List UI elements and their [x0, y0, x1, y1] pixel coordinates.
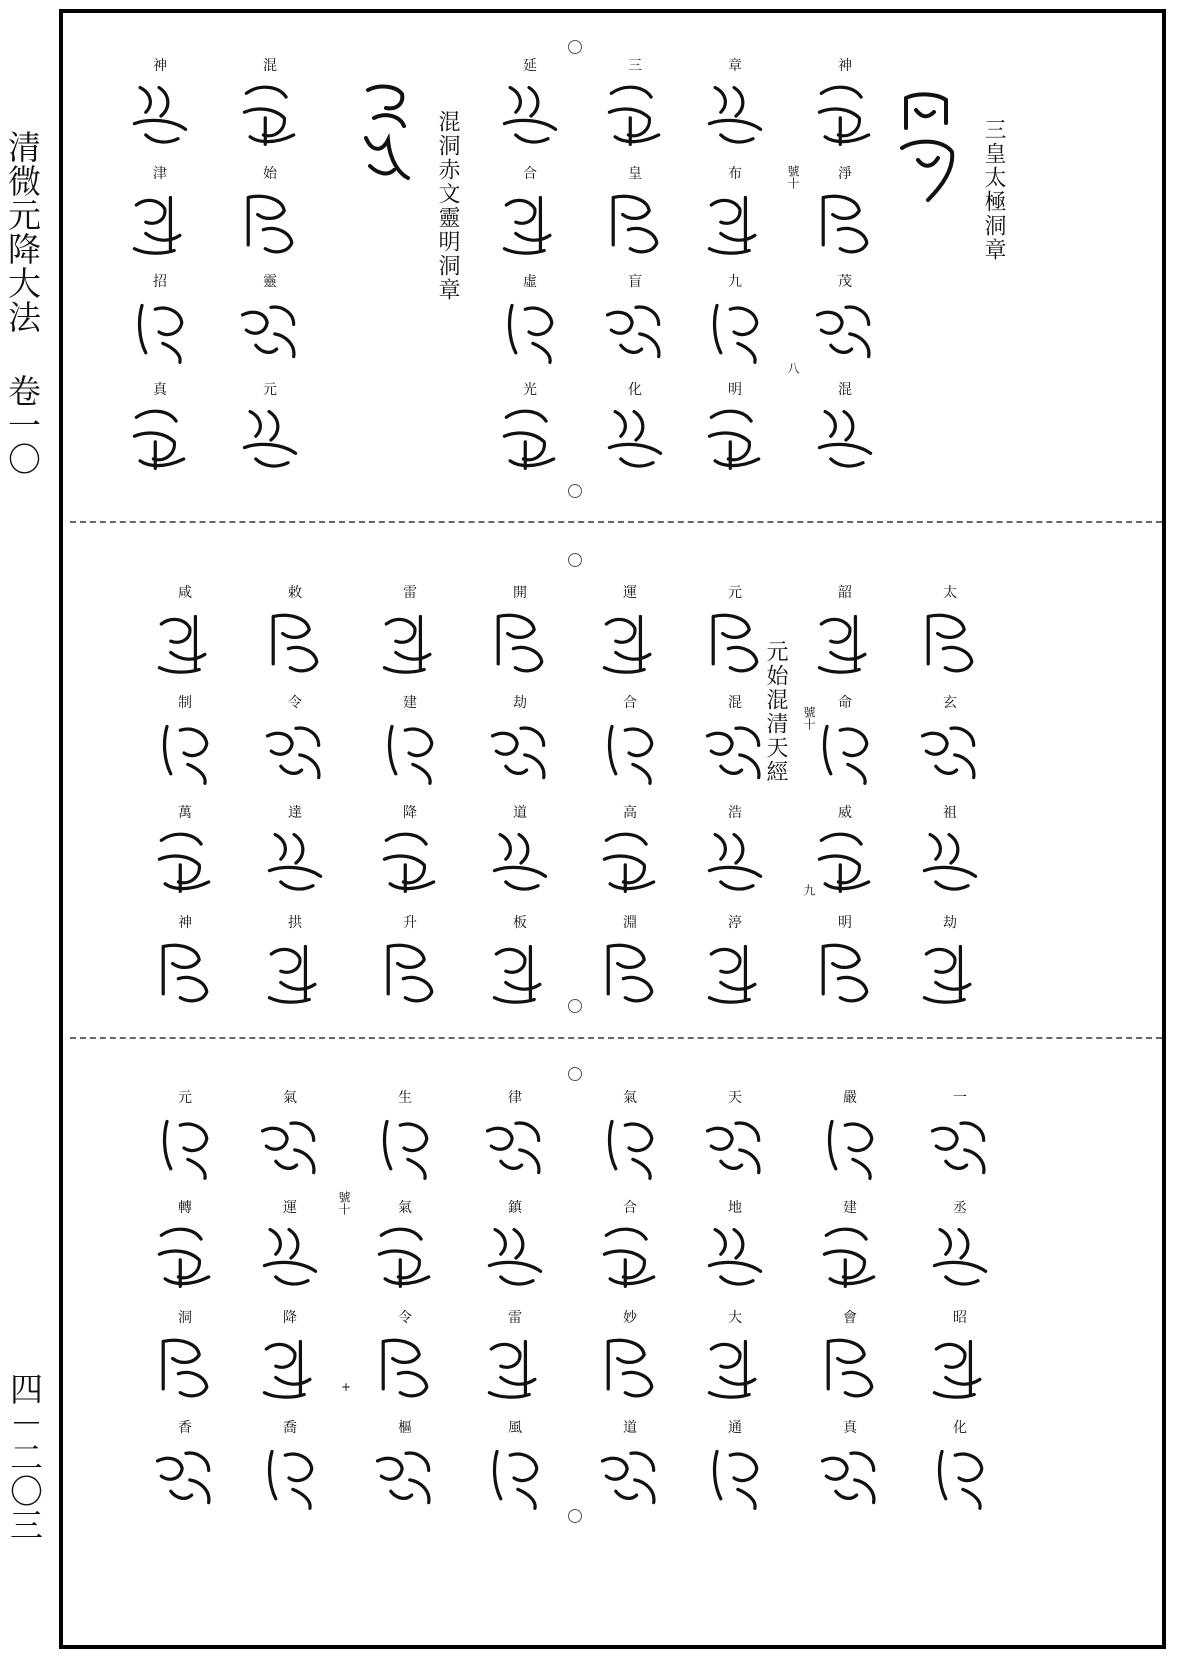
reading-label: 嚴	[843, 1090, 857, 1106]
seal-glyph	[923, 1332, 997, 1404]
seal-glyph-cell	[575, 695, 685, 815]
seal-glyph	[593, 827, 667, 899]
seal-glyph-cell	[460, 1420, 570, 1540]
seal-glyph	[593, 1112, 667, 1184]
seal-glyph	[808, 404, 882, 476]
seal-glyph-cell	[790, 585, 900, 705]
seal-glyph-cell	[580, 166, 690, 286]
seal-glyph-cell	[895, 585, 1005, 705]
reading-label: 降	[283, 1310, 297, 1326]
seal-glyph	[253, 1332, 327, 1404]
seal-glyph-cell	[105, 274, 215, 394]
seal-glyph-cell	[790, 166, 900, 286]
seal-glyph	[478, 1442, 552, 1514]
seal-glyph	[233, 296, 307, 368]
annotation-marker: 九	[802, 884, 816, 896]
seal-glyph	[373, 717, 447, 789]
seal-glyph-cell	[895, 805, 1005, 925]
seal-glyph-cell	[350, 1420, 460, 1540]
seal-glyph-cell	[680, 695, 790, 815]
reading-label: 盲	[628, 274, 642, 290]
seal-glyph	[123, 80, 197, 152]
reading-label: 雷	[508, 1310, 522, 1326]
seal-glyph-cell	[240, 695, 350, 815]
reading-label: 丞	[953, 1200, 967, 1216]
seal-glyph-cell	[905, 1420, 1015, 1540]
seal-glyph	[123, 404, 197, 476]
seal-glyph-cell	[475, 274, 585, 394]
seal-glyph-cell	[680, 805, 790, 925]
seal-glyph	[368, 1442, 442, 1514]
reading-label: 高	[623, 805, 637, 821]
seal-glyph	[258, 937, 332, 1009]
seal-glyph-cell	[575, 1310, 685, 1430]
seal-glyph	[373, 607, 447, 679]
seal-glyph	[593, 607, 667, 679]
reading-label: 元	[178, 1090, 192, 1106]
seal-glyph-cell	[240, 585, 350, 705]
seal-glyph-cell	[235, 1090, 345, 1210]
seal-glyph	[368, 1332, 442, 1404]
reading-label: 元	[263, 382, 277, 398]
seal-glyph-cell	[680, 1420, 790, 1540]
seal-glyph	[593, 937, 667, 1009]
seal-glyph-cell	[235, 1420, 345, 1540]
seal-glyph	[808, 188, 882, 260]
seal-glyph-cell	[235, 1310, 345, 1430]
seal-glyph	[698, 1222, 772, 1294]
seal-glyph	[808, 717, 882, 789]
section-divider	[70, 1037, 1162, 1039]
reading-label: 混	[838, 382, 852, 398]
seal-glyph-cell	[795, 1420, 905, 1540]
seal-glyph	[148, 937, 222, 1009]
reading-label: 一	[953, 1090, 967, 1106]
binding-mark	[568, 40, 582, 54]
reading-label: 轉	[178, 1200, 192, 1216]
seal-glyph	[913, 937, 987, 1009]
reading-label: 雷	[403, 585, 417, 601]
seal-glyph	[813, 1332, 887, 1404]
reading-label: 拱	[288, 915, 302, 931]
reading-label: 會	[843, 1310, 857, 1326]
reading-label: 合	[623, 1200, 637, 1216]
seal-glyph-cell	[240, 915, 350, 1035]
seal-glyph	[253, 1222, 327, 1294]
seal-glyph	[808, 296, 882, 368]
reading-label: 神	[838, 58, 852, 74]
section-title: 混洞赤文靈明洞章	[435, 110, 460, 302]
seal-glyph-cell	[475, 166, 585, 286]
seal-glyph-cell	[475, 382, 585, 502]
reading-label: 命	[838, 695, 852, 711]
seal-glyph	[493, 404, 567, 476]
reading-label: 建	[403, 695, 417, 711]
seal-glyph	[478, 1222, 552, 1294]
seal-glyph	[123, 296, 197, 368]
reading-label: 虛	[523, 274, 537, 290]
reading-label: 升	[403, 915, 417, 931]
reading-label: 光	[523, 382, 537, 398]
seal-glyph-cell	[475, 58, 585, 178]
seal-glyph-cell	[895, 695, 1005, 815]
annotation-marker: +	[339, 1380, 353, 1394]
seal-glyph	[923, 1222, 997, 1294]
binding-mark	[568, 553, 582, 567]
seal-glyph	[923, 1112, 997, 1184]
seal-glyph	[923, 1442, 997, 1514]
reading-label: 令	[288, 695, 302, 711]
reading-label: 天	[728, 1090, 742, 1106]
reading-label: 地	[728, 1200, 742, 1216]
reading-label: 劫	[513, 695, 527, 711]
seal-glyph	[808, 827, 882, 899]
seal-glyph	[808, 80, 882, 152]
seal-glyph-cell	[680, 166, 790, 286]
reading-label: 降	[403, 805, 417, 821]
reading-label: 浩	[728, 805, 742, 821]
seal-glyph-cell	[575, 585, 685, 705]
reading-label: 神	[153, 58, 167, 74]
seal-glyph-cell	[795, 1090, 905, 1210]
reading-label: 渟	[728, 915, 742, 931]
seal-glyph-cell	[790, 382, 900, 502]
seal-glyph-cell	[350, 1200, 460, 1320]
seal-glyph-cell	[680, 58, 790, 178]
seal-glyph-cell	[575, 1200, 685, 1320]
seal-glyph-cell	[350, 1090, 460, 1210]
seal-glyph-cell	[460, 1090, 570, 1210]
annotation-note: 號十	[786, 165, 800, 189]
reading-label: 令	[398, 1310, 412, 1326]
seal-glyph	[493, 80, 567, 152]
reading-label: 混	[263, 58, 277, 74]
seal-glyph	[598, 80, 672, 152]
reading-label: 生	[398, 1090, 412, 1106]
seal-glyph-cell	[680, 585, 790, 705]
seal-glyph-cell	[215, 382, 325, 502]
reading-label: 劫	[943, 915, 957, 931]
seal-glyph	[258, 827, 332, 899]
reading-label: 始	[263, 166, 277, 182]
seal-glyph-cell	[350, 1310, 460, 1430]
seal-glyph	[483, 937, 557, 1009]
seal-glyph-cell	[790, 695, 900, 815]
seal-glyph	[233, 404, 307, 476]
section-title: 元始混清天經	[763, 640, 788, 784]
annotation-marker: 八	[786, 362, 800, 374]
reading-label: 威	[838, 805, 852, 821]
reading-label: 氣	[398, 1200, 412, 1216]
reading-label: 達	[288, 805, 302, 821]
seal-glyph	[698, 296, 772, 368]
seal-glyph	[698, 827, 772, 899]
reading-label: 化	[628, 382, 642, 398]
seal-glyph	[483, 717, 557, 789]
seal-glyph-cell	[575, 805, 685, 925]
seal-glyph-cell	[130, 695, 240, 815]
reading-label: 玄	[943, 695, 957, 711]
section-title: 三皇太極洞章	[981, 118, 1006, 262]
seal-glyph-cell	[215, 274, 325, 394]
reading-label: 太	[943, 585, 957, 601]
seal-glyph-cell	[575, 1420, 685, 1540]
seal-glyph-cell	[355, 915, 465, 1035]
seal-glyph-cell	[460, 1200, 570, 1320]
reading-label: 祖	[943, 805, 957, 821]
binding-mark	[568, 1067, 582, 1081]
seal-glyph	[258, 607, 332, 679]
seal-glyph	[478, 1332, 552, 1404]
seal-glyph-cell	[355, 585, 465, 705]
reading-label: 淵	[623, 915, 637, 931]
reading-label: 板	[513, 915, 527, 931]
seal-glyph-cell	[130, 1090, 240, 1210]
seal-glyph-cell	[460, 1310, 570, 1430]
seal-glyph	[253, 1442, 327, 1514]
reading-label: 道	[623, 1420, 637, 1436]
large-seal-glyph	[360, 82, 412, 192]
reading-label: 三	[628, 58, 642, 74]
seal-glyph-cell	[105, 166, 215, 286]
reading-label: 明	[728, 382, 742, 398]
reading-label: 通	[728, 1420, 742, 1436]
reading-label: 咸	[178, 585, 192, 601]
seal-glyph	[593, 717, 667, 789]
seal-glyph	[368, 1112, 442, 1184]
seal-glyph	[698, 80, 772, 152]
reading-label: 章	[728, 58, 742, 74]
seal-glyph-cell	[105, 382, 215, 502]
seal-glyph	[478, 1112, 552, 1184]
seal-glyph-cell	[795, 1200, 905, 1320]
reading-label: 皇	[628, 166, 642, 182]
reading-label: 鎮	[508, 1200, 522, 1216]
reading-label: 律	[508, 1090, 522, 1106]
seal-glyph	[593, 1222, 667, 1294]
seal-glyph-cell	[580, 274, 690, 394]
reading-label: 制	[178, 695, 192, 711]
seal-glyph-cell	[680, 915, 790, 1035]
seal-glyph	[148, 607, 222, 679]
reading-label: 明	[838, 915, 852, 931]
annotation-note: 號十	[802, 706, 816, 730]
seal-glyph	[148, 717, 222, 789]
seal-glyph-cell	[465, 915, 575, 1035]
reading-label: 元	[728, 585, 742, 601]
seal-glyph	[598, 404, 672, 476]
seal-glyph	[373, 937, 447, 1009]
seal-glyph	[698, 1442, 772, 1514]
reading-label: 運	[623, 585, 637, 601]
seal-glyph-cell	[680, 1090, 790, 1210]
seal-glyph-cell	[895, 915, 1005, 1035]
seal-glyph	[698, 1112, 772, 1184]
seal-glyph	[813, 1222, 887, 1294]
reading-label: 混	[728, 695, 742, 711]
reading-label: 喬	[283, 1420, 297, 1436]
reading-label: 合	[623, 695, 637, 711]
seal-glyph	[698, 1332, 772, 1404]
seal-glyph-cell	[790, 915, 900, 1035]
seal-glyph-cell	[130, 1310, 240, 1430]
seal-glyph	[493, 188, 567, 260]
reading-label: 風	[508, 1420, 522, 1436]
seal-glyph	[813, 1442, 887, 1514]
seal-glyph	[373, 827, 447, 899]
seal-glyph-cell	[130, 915, 240, 1035]
reading-label: 萬	[178, 805, 192, 821]
seal-glyph	[493, 296, 567, 368]
reading-label: 布	[728, 166, 742, 182]
seal-glyph-cell	[215, 58, 325, 178]
reading-label: 氣	[623, 1090, 637, 1106]
seal-glyph-cell	[905, 1200, 1015, 1320]
seal-glyph	[483, 607, 557, 679]
large-seal-glyph	[898, 88, 956, 213]
reading-label: 樞	[398, 1420, 412, 1436]
reading-label: 真	[843, 1420, 857, 1436]
seal-glyph	[148, 1332, 222, 1404]
seal-glyph	[598, 296, 672, 368]
reading-label: 真	[153, 382, 167, 398]
seal-glyph-cell	[130, 1420, 240, 1540]
seal-glyph-cell	[790, 805, 900, 925]
reading-label: 招	[153, 274, 167, 290]
reading-label: 延	[523, 58, 537, 74]
seal-glyph-cell	[795, 1310, 905, 1430]
seal-glyph	[698, 937, 772, 1009]
seal-glyph	[233, 188, 307, 260]
seal-glyph-cell	[105, 58, 215, 178]
reading-label: 靈	[263, 274, 277, 290]
reading-label: 淨	[838, 166, 852, 182]
seal-glyph-cell	[215, 166, 325, 286]
seal-glyph-cell	[680, 274, 790, 394]
seal-glyph-cell	[465, 805, 575, 925]
annotation-note: 號十	[337, 1191, 351, 1215]
reading-label: 氣	[283, 1090, 297, 1106]
reading-label: 茂	[838, 274, 852, 290]
reading-label: 道	[513, 805, 527, 821]
section-divider	[70, 521, 1162, 523]
seal-glyph-cell	[905, 1090, 1015, 1210]
seal-glyph-cell	[130, 585, 240, 705]
reading-label: 香	[178, 1420, 192, 1436]
seal-glyph-cell	[580, 58, 690, 178]
seal-glyph	[913, 717, 987, 789]
reading-label: 運	[283, 1200, 297, 1216]
page-number: 四－二〇三	[5, 1372, 44, 1542]
seal-glyph	[698, 188, 772, 260]
seal-glyph-cell	[680, 1310, 790, 1430]
seal-glyph	[148, 1112, 222, 1184]
seal-glyph	[148, 1442, 222, 1514]
seal-glyph-cell	[355, 805, 465, 925]
reading-label: 妙	[623, 1310, 637, 1326]
seal-glyph-cell	[790, 58, 900, 178]
seal-glyph-cell	[790, 274, 900, 394]
seal-glyph	[233, 80, 307, 152]
seal-glyph	[253, 1112, 327, 1184]
seal-glyph-cell	[680, 382, 790, 502]
seal-glyph-cell	[235, 1200, 345, 1320]
seal-glyph	[368, 1222, 442, 1294]
seal-glyph	[698, 404, 772, 476]
book-title: 清微元降大法 卷一〇	[3, 130, 42, 476]
reading-label: 九	[728, 274, 742, 290]
seal-glyph	[698, 607, 772, 679]
seal-glyph-cell	[465, 585, 575, 705]
seal-glyph	[593, 1442, 667, 1514]
seal-glyph-cell	[130, 1200, 240, 1320]
reading-label: 化	[953, 1420, 967, 1436]
reading-label: 開	[513, 585, 527, 601]
seal-glyph	[808, 937, 882, 1009]
seal-glyph	[148, 1222, 222, 1294]
seal-glyph	[813, 1112, 887, 1184]
reading-label: 昭	[953, 1310, 967, 1326]
seal-glyph-cell	[130, 805, 240, 925]
seal-glyph	[698, 717, 772, 789]
reading-label: 津	[153, 166, 167, 182]
seal-glyph	[913, 607, 987, 679]
reading-label: 韶	[838, 585, 852, 601]
seal-glyph	[123, 188, 197, 260]
seal-glyph	[148, 827, 222, 899]
seal-glyph	[593, 1332, 667, 1404]
seal-glyph-cell	[240, 805, 350, 925]
seal-glyph	[483, 827, 557, 899]
seal-glyph-cell	[465, 695, 575, 815]
seal-glyph	[258, 717, 332, 789]
reading-label: 敕	[288, 585, 302, 601]
seal-glyph-cell	[355, 695, 465, 815]
reading-label: 神	[178, 915, 192, 931]
seal-glyph	[598, 188, 672, 260]
seal-glyph-cell	[905, 1310, 1015, 1430]
seal-glyph-cell	[575, 1090, 685, 1210]
seal-glyph-cell	[680, 1200, 790, 1320]
reading-label: 大	[728, 1310, 742, 1326]
seal-glyph	[808, 607, 882, 679]
seal-glyph-cell	[580, 382, 690, 502]
reading-label: 洞	[178, 1310, 192, 1326]
seal-glyph-cell	[575, 915, 685, 1035]
reading-label: 合	[523, 166, 537, 182]
seal-glyph	[913, 827, 987, 899]
reading-label: 建	[843, 1200, 857, 1216]
